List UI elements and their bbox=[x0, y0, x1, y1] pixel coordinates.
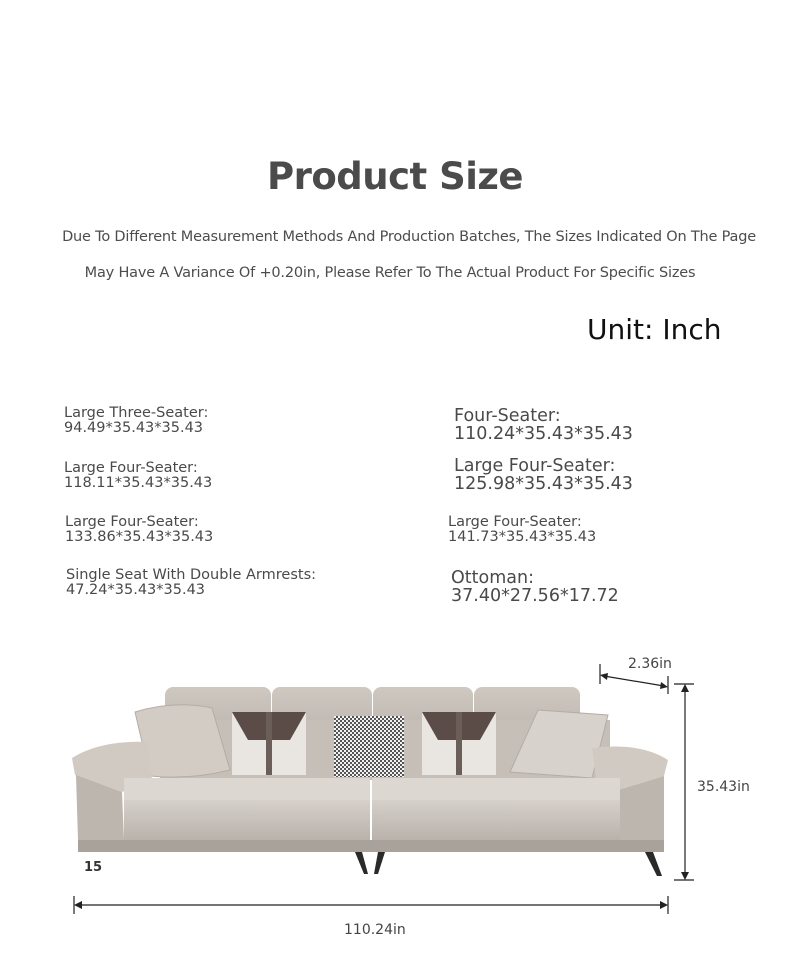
spec-size: 110.24*35.43*35.43 bbox=[454, 424, 633, 445]
sofa-seats bbox=[78, 778, 664, 852]
spec-size: 37.40*27.56*17.72 bbox=[451, 586, 619, 607]
spec-size: 94.49*35.43*35.43 bbox=[64, 420, 204, 437]
spec-size: 118.11*35.43*35.43 bbox=[64, 475, 213, 492]
spec-size: 133.86*35.43*35.43 bbox=[65, 529, 214, 546]
spec-size: 47.24*35.43*35.43 bbox=[66, 582, 206, 599]
sofa-legs bbox=[355, 852, 662, 876]
measurement-notice-line-1: Due To Different Measurement Methods And Production Batches, The Sizes Indicated On The Page bbox=[62, 229, 756, 245]
spec-name: Four-Seater: bbox=[454, 406, 561, 426]
measurement-notice-line-2: May Have A Variance Of +0.20in, Please Refer To The Actual Product For Specific Sizes bbox=[84, 265, 696, 281]
page-title: Product Size bbox=[266, 155, 524, 198]
spec-name: Large Four-Seater: bbox=[65, 514, 199, 530]
spec-name: Large Four-Seater: bbox=[454, 456, 616, 476]
back-depth-dimension: 2.36in bbox=[628, 656, 672, 672]
spec-name: Large Four-Seater: bbox=[448, 514, 582, 530]
height-dimension: 35.43in bbox=[697, 779, 750, 795]
leg-marker: 15 bbox=[84, 860, 103, 875]
spec-name: Large Four-Seater: bbox=[64, 460, 198, 476]
spec-name: Single Seat With Double Armrests: bbox=[66, 567, 317, 583]
unit-label: Unit: Inch bbox=[587, 313, 722, 346]
spec-name: Ottoman: bbox=[451, 568, 534, 588]
spec-size: 125.98*35.43*35.43 bbox=[454, 474, 633, 495]
spec-size: 141.73*35.43*35.43 bbox=[448, 529, 597, 546]
spec-name: Large Three-Seater: bbox=[64, 405, 209, 421]
width-dimension: 110.24in bbox=[344, 922, 406, 938]
